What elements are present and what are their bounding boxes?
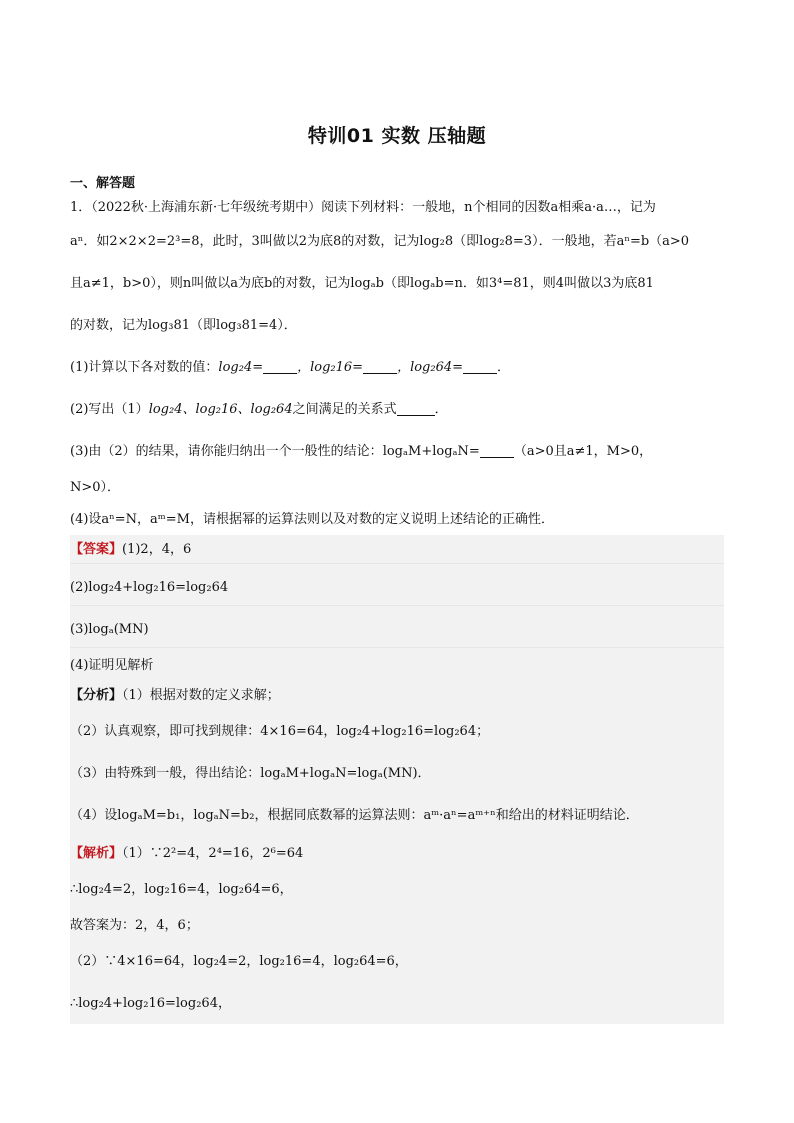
question-line-4: 的对数，记为log₃81（即log₃81=4）． (70, 318, 297, 333)
part2-text: 之间满足的关系式 (292, 402, 397, 417)
question-line-3: 且a≠1，b>0），则n叫做以a为底b的对数，记为logₐb（即logₐb=n．如3⁴=81，则4叫做以3为底81 (70, 276, 654, 291)
solution-2: ∴log₂4=2，log₂16=4，log₂64=6， (70, 882, 293, 897)
solution-4: （2）∵4×16=64，log₂4=2，log₂16=4，log₂64=6， (70, 954, 408, 969)
part2-expr: log₂4、log₂16、log₂64 (148, 402, 293, 417)
part1-intro: (1)计算以下各对数的值： (70, 360, 219, 375)
solution-tag: 【解析】 (70, 846, 123, 861)
part1-end: ． (497, 360, 511, 375)
divider (70, 605, 724, 606)
section-heading: 一、解答题 (70, 176, 136, 191)
answer-tag: 【答案】 (70, 542, 123, 557)
analysis-tag: 【分析】 (70, 688, 123, 703)
question-part-3-cont: N>0）． (70, 480, 121, 495)
analysis-3: （3）由特殊到一般，得出结论：logₐM+logₐN=logₐ(MN)． (70, 766, 431, 781)
part1-expr-b: ，log₂16= (297, 360, 364, 375)
solution-5: ∴log₂4+log₂16=log₂64， (70, 996, 231, 1011)
part3-expr: logₐM+logₐN= (382, 444, 480, 459)
analysis-4: （4）设logₐM=b₁，logₐN=b₂，根据同底数幂的运算法则：aᵐ·aⁿ=aᵐ⁺ⁿ和给出的材料证明结论． (70, 808, 639, 823)
answer-3: (3)logₐ(MN) (70, 622, 149, 637)
divider (70, 563, 724, 564)
part3-blank[interactable] (480, 443, 514, 458)
page-title: 特训01 实数 压轴题 (307, 125, 487, 147)
part3-intro: (3)由（2）的结果，请你能归纳出一个一般性的结论： (70, 444, 383, 459)
part1-expr-a: log₂4= (218, 360, 264, 375)
answer-1: (1)2，4，6 (122, 542, 192, 557)
question-part-4: (4)设aⁿ=N，aᵐ=M，请根据幂的运算法则以及对数的定义说明上述结论的正确性． (70, 512, 554, 527)
part2-blank[interactable] (397, 401, 435, 416)
divider (70, 647, 724, 648)
part3-cond: （a>0且a≠1，M>0， (513, 444, 653, 459)
part1-expr-c: ，log₂64= (397, 360, 464, 375)
answer-2: (2)log₂4+log₂16=log₂64 (70, 580, 229, 595)
question-part-2 (70, 400, 726, 420)
answer-4: (4)证明见解析 (70, 658, 154, 673)
answer-line-1 (70, 540, 726, 560)
part2-intro: (2)写出（1） (70, 402, 149, 417)
part1-blank-c[interactable] (463, 359, 497, 374)
analysis-line-1 (70, 686, 726, 706)
analysis-1: （1）根据对数的定义求解； (122, 688, 280, 703)
question-part-3 (70, 442, 726, 462)
analysis-2: （2）认真观察，即可找到规律：4×16=64，log₂4+log₂16=log₂64； (70, 724, 490, 739)
solution-1: （1）∵2²=4，2⁴=16，2⁶=64 (122, 846, 304, 861)
part1-blank-b[interactable] (363, 359, 397, 374)
part1-blank-a[interactable] (263, 359, 297, 374)
solution-line-1 (70, 844, 726, 864)
question-line-1: 1．（2022秋·上海浦东新·七年级统考期中）阅读下列材料：一般地，n个相同的因数a相乘a·a…，记为 (70, 200, 656, 215)
question-part-1 (70, 358, 726, 378)
question-line-2: aⁿ．如2×2×2=2³=8，此时，3叫做以2为底8的对数，记为log₂8（即log₂8=3）．一般地，若aⁿ=b（a>0 (70, 234, 690, 249)
solution-3: 故答案为：2，4，6； (70, 918, 199, 933)
part2-end: ． (434, 402, 448, 417)
